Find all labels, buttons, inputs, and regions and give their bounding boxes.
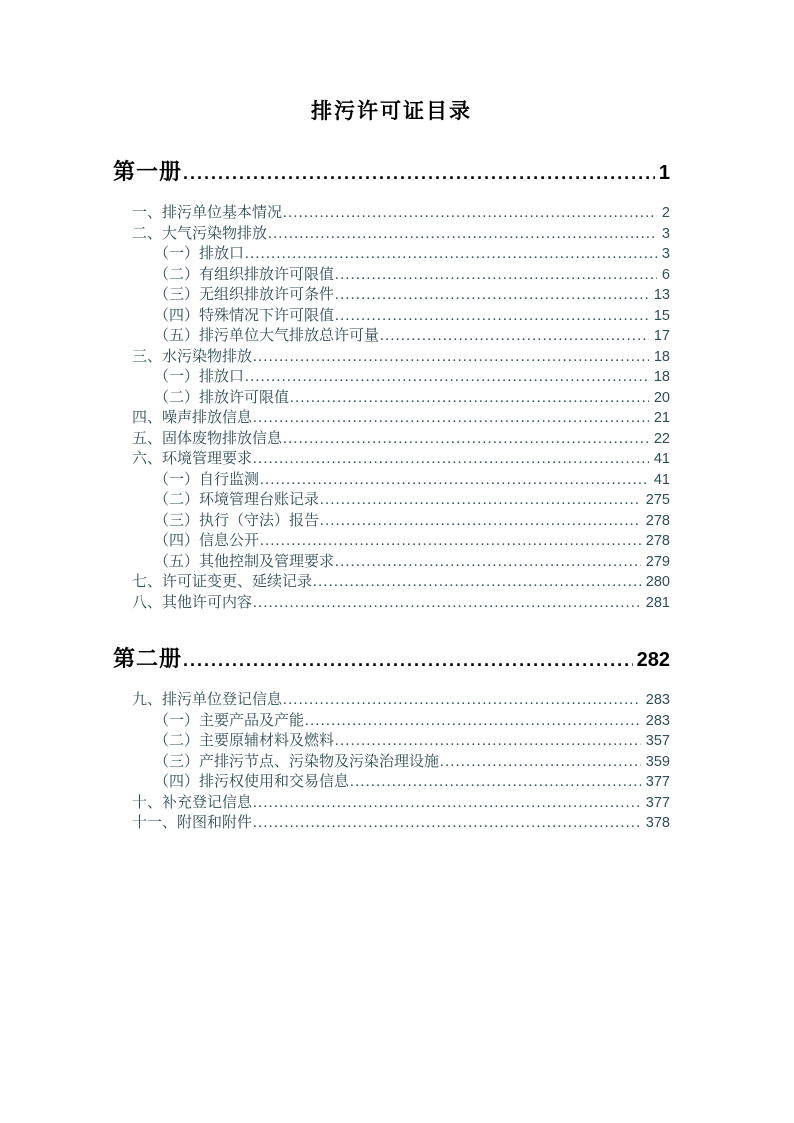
dot-leader: [245, 367, 649, 388]
toc-entry[interactable]: [113, 793, 670, 814]
dot-leader: [183, 159, 655, 187]
toc-entry[interactable]: [113, 470, 670, 491]
dot-leader: [253, 449, 649, 470]
toc-entry-label: 一、排污单位基本情况: [132, 205, 283, 221]
dot-leader: [335, 731, 641, 752]
toc-entry-label: （二）主要原辅材料及燃料: [154, 733, 335, 749]
toc-entry-label: （四）排污权使用和交易信息: [154, 774, 350, 790]
toc-entry-page-number: 3: [661, 246, 670, 262]
dot-leader: [283, 203, 657, 224]
toc-entry-page-number: 283: [645, 692, 670, 708]
toc-entry[interactable]: [113, 367, 670, 388]
toc-entry-page-number: 359: [645, 753, 670, 770]
volume-heading[interactable]: [113, 645, 670, 674]
toc-entry[interactable]: [113, 388, 670, 409]
toc-entry-label: 十、补充登记信息: [132, 794, 253, 811]
toc-entry[interactable]: [113, 752, 670, 773]
toc-entry[interactable]: [113, 306, 670, 327]
toc-entry[interactable]: [113, 265, 670, 286]
dot-leader: [290, 388, 649, 409]
toc-entry-page-number: 280: [645, 574, 670, 590]
toc-entry-label: （一）自行监测: [154, 471, 260, 488]
dot-leader: [335, 306, 649, 327]
dot-leader: [260, 531, 641, 552]
toc-entry-page-number: 278: [645, 533, 670, 549]
dot-leader: [335, 265, 657, 286]
dot-leader: [253, 408, 649, 429]
toc-entry-label: （三）产排污节点、污染物及污染治理设施: [154, 753, 440, 770]
toc-entry-page-number: 2: [661, 205, 670, 221]
toc-entry[interactable]: [113, 408, 670, 429]
dot-leader: [283, 429, 649, 450]
toc-entry[interactable]: [113, 772, 670, 793]
dot-leader: [305, 711, 641, 732]
toc-entry-label: （四）特殊情况下许可限值: [154, 307, 335, 324]
toc-entry-page-number: 3: [661, 225, 670, 242]
toc-entry[interactable]: [113, 511, 670, 532]
toc-entry[interactable]: [113, 244, 670, 265]
toc-entry-page-number: 357: [645, 733, 670, 749]
toc-entry[interactable]: [113, 429, 670, 450]
toc-entry[interactable]: [113, 326, 670, 347]
volume-page-number: 282: [636, 649, 670, 671]
toc-entry-label: 九、排污单位登记信息: [132, 692, 283, 708]
toc-entry-label: 五、固体废物排放信息: [132, 430, 283, 447]
volume-label: 第二册: [113, 646, 183, 671]
toc-entry-page-number: 15: [653, 307, 670, 324]
dot-leader: [320, 490, 641, 511]
toc-entry-label: 三、水污染物排放: [132, 348, 253, 365]
toc-entry[interactable]: [113, 347, 670, 368]
dot-leader: [253, 347, 649, 368]
dot-leader: [245, 244, 657, 265]
toc-entry-page-number: 13: [653, 287, 670, 303]
toc-entry-page-number: 18: [653, 348, 670, 365]
toc-entry[interactable]: [113, 813, 670, 834]
toc-entry[interactable]: [113, 593, 670, 614]
dot-leader: [350, 772, 641, 793]
toc-entry-label: （二）有组织排放许可限值: [154, 266, 335, 283]
toc-entry[interactable]: [113, 490, 670, 511]
toc-entry[interactable]: [113, 224, 670, 245]
toc-entry-list: [113, 203, 670, 613]
dot-leader: [283, 690, 641, 711]
toc-entry-page-number: 41: [653, 471, 670, 488]
toc-entry-label: （三）执行（守法）报告: [154, 512, 320, 529]
toc-entry-page-number: 22: [653, 430, 670, 447]
toc-entry-page-number: 283: [645, 712, 670, 729]
toc-entry-page-number: 377: [645, 774, 670, 790]
volume-label: 第一册: [113, 159, 183, 184]
toc-entry-label: （一）排放口: [154, 246, 245, 262]
toc-entry[interactable]: [113, 285, 670, 306]
dot-leader: [335, 552, 641, 573]
toc-entry-label: 二、大气污染物排放: [132, 225, 268, 242]
toc-entry-label: 六、环境管理要求: [132, 451, 253, 467]
toc-entry-label: （三）无组织排放许可条件: [154, 287, 335, 303]
volume-heading[interactable]: [113, 158, 670, 187]
toc-entry-page-number: 281: [645, 594, 670, 611]
toc-entry[interactable]: [113, 731, 670, 752]
toc-entry-page-number: 20: [653, 389, 670, 406]
toc-entry[interactable]: [113, 552, 670, 573]
toc-entry-page-number: 21: [653, 410, 670, 426]
toc-entry-label: 四、噪声排放信息: [132, 410, 253, 426]
toc-entry[interactable]: [113, 572, 670, 593]
toc-entry-page-number: 279: [645, 553, 670, 570]
toc-entry-page-number: 41: [653, 451, 670, 467]
dot-leader: [440, 752, 641, 773]
toc-entry[interactable]: [113, 203, 670, 224]
dot-leader: [253, 793, 641, 814]
dot-leader: [320, 511, 641, 532]
toc: [113, 158, 670, 834]
dot-leader: [335, 285, 649, 306]
toc-entry-label: （五）其他控制及管理要求: [154, 553, 335, 570]
dot-leader: [253, 593, 641, 614]
volume-page-number: 1: [658, 162, 670, 184]
toc-entry-label: 七、许可证变更、延续记录: [132, 574, 313, 590]
toc-entry-label: （四）信息公开: [154, 533, 260, 549]
toc-entry-label: 十一、附图和附件: [132, 815, 253, 831]
dot-leader: [268, 224, 657, 245]
toc-entry-page-number: 278: [645, 512, 670, 529]
toc-entry-label: （一）排放口: [154, 369, 245, 385]
toc-entry-page-number: 6: [661, 266, 670, 283]
toc-entry-label: （五）排污单位大气排放总许可量: [154, 328, 380, 344]
dot-leader: [183, 646, 633, 674]
toc-entry-page-number: 378: [645, 815, 670, 831]
toc-entry[interactable]: [113, 449, 670, 470]
toc-entry-list: [113, 690, 670, 834]
toc-entry-page-number: 17: [653, 328, 670, 344]
toc-entry-label: （二）排放许可限值: [154, 389, 290, 406]
toc-entry-page-number: 275: [645, 492, 670, 508]
toc-entry-label: 八、其他许可内容: [132, 594, 253, 611]
page-title: 排污许可证目录: [311, 100, 472, 123]
toc-entry[interactable]: [113, 711, 670, 732]
dot-leader: [313, 572, 641, 593]
toc-entry-label: （一）主要产品及产能: [154, 712, 305, 729]
toc-entry-label: （二）环境管理台账记录: [154, 492, 320, 508]
dot-leader: [253, 813, 641, 834]
toc-entry-page-number: 18: [653, 369, 670, 385]
dot-leader: [380, 326, 649, 347]
toc-entry-page-number: 377: [645, 794, 670, 811]
toc-entry[interactable]: [113, 531, 670, 552]
toc-entry[interactable]: [113, 690, 670, 711]
dot-leader: [260, 470, 649, 491]
